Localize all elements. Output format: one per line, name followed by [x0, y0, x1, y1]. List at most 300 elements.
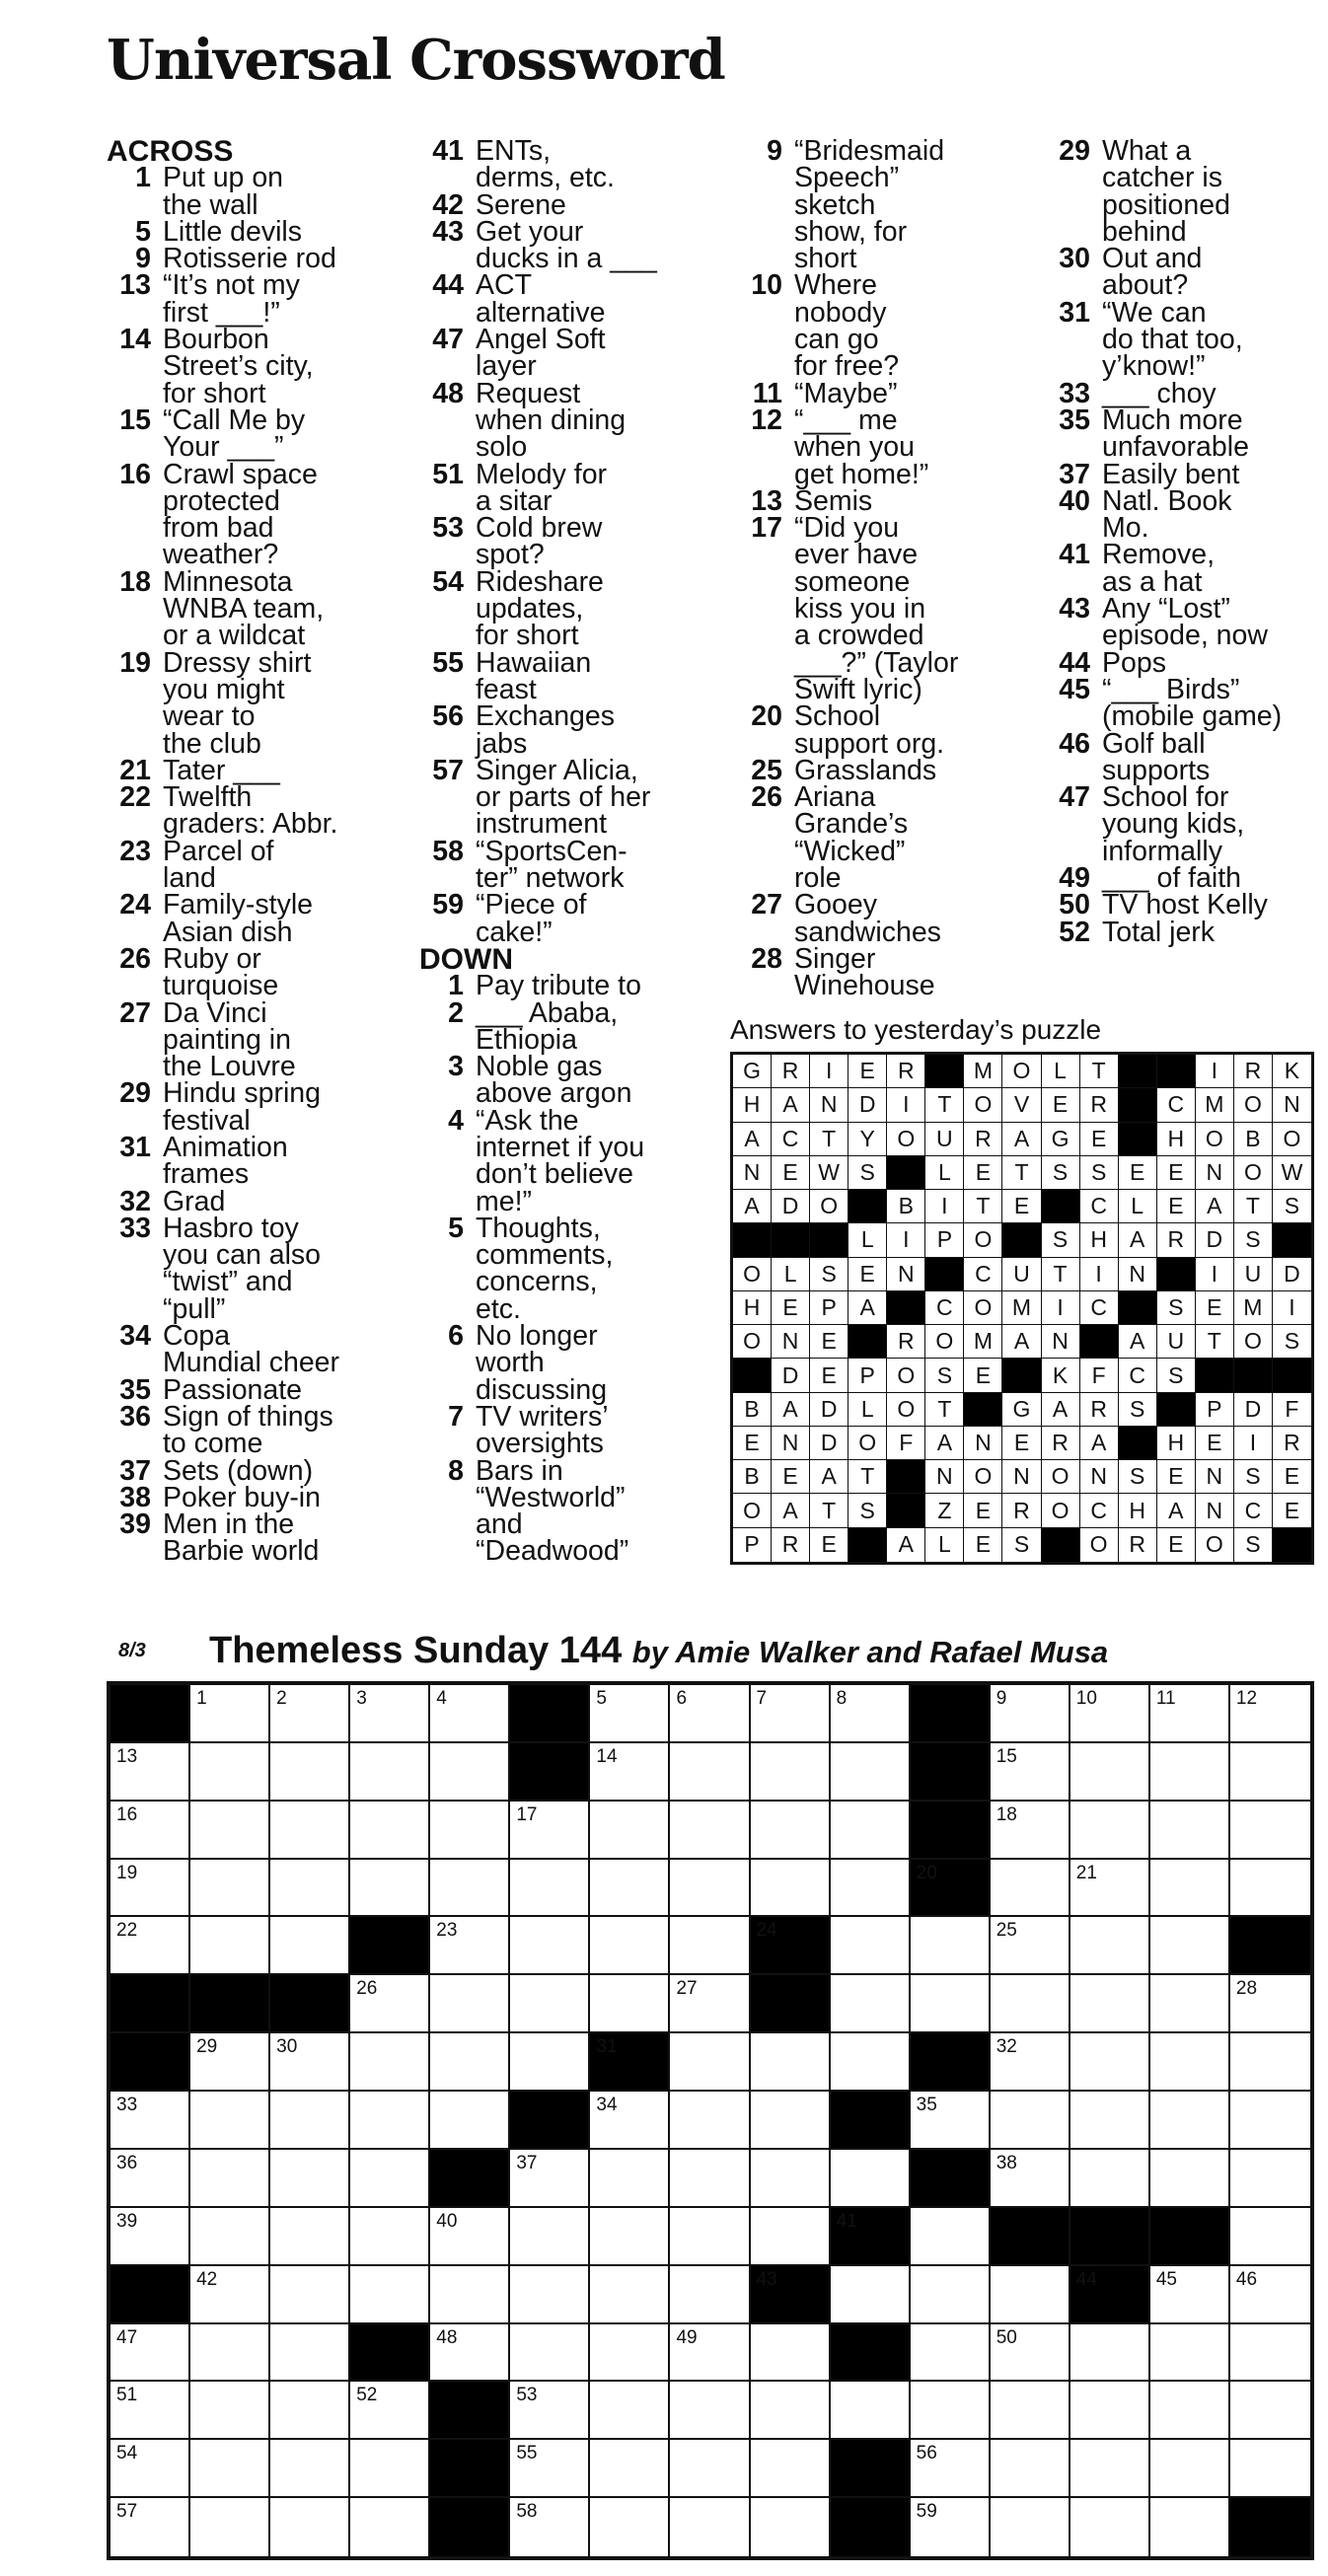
grid-cell[interactable] — [430, 1743, 510, 1802]
grid-cell[interactable] — [1150, 2266, 1230, 2324]
clue-item — [1046, 673, 1328, 733]
grid-cell[interactable] — [111, 2150, 190, 2208]
answer-cell: I — [1042, 1291, 1080, 1325]
grid-cell[interactable] — [190, 1802, 270, 1860]
grid-cell[interactable] — [751, 1743, 831, 1802]
grid-cell[interactable] — [111, 2498, 190, 2556]
clue-line: solo — [476, 431, 528, 464]
grid-cell[interactable] — [1070, 1685, 1150, 1743]
grid-cell[interactable] — [831, 1685, 911, 1743]
grid-cell[interactable] — [1150, 1802, 1230, 1860]
grid-cell[interactable] — [510, 2382, 590, 2440]
grid-cell[interactable] — [270, 2324, 350, 2383]
clue-text — [1090, 135, 1230, 248]
grid-cell[interactable] — [590, 2092, 670, 2150]
clue-text — [151, 889, 314, 948]
grid-cell[interactable] — [991, 1975, 1070, 2033]
grid-cell[interactable] — [430, 1917, 510, 1975]
grid-cell[interactable] — [590, 2498, 670, 2556]
grid-cell[interactable] — [190, 2266, 270, 2324]
clue-item — [1046, 135, 1328, 248]
grid-cell[interactable] — [751, 2092, 831, 2150]
clue-number: 47 — [432, 324, 464, 356]
grid-cell[interactable] — [111, 1743, 190, 1802]
clue-number: 11 — [752, 377, 782, 409]
grid-cell[interactable] — [831, 2150, 911, 2208]
clue-number: 31 — [119, 1131, 151, 1163]
grid-cell[interactable] — [430, 1860, 510, 1918]
grid-cell[interactable] — [1230, 2382, 1310, 2440]
grid-cell[interactable] — [911, 1975, 991, 2033]
grid-block-cell — [1230, 2498, 1310, 2556]
grid-cell[interactable] — [270, 1802, 350, 1860]
clue-item — [419, 1454, 715, 1568]
grid-cell[interactable] — [1230, 2266, 1310, 2324]
clue-item — [419, 889, 715, 948]
grid-cell[interactable] — [190, 2498, 270, 2556]
grid-cell[interactable] — [1150, 2324, 1230, 2383]
clue-text — [464, 700, 616, 760]
clue-line: Grande’s — [794, 808, 909, 841]
clue-item — [1046, 404, 1328, 464]
grid-cell[interactable] — [190, 1743, 270, 1802]
grid-cell[interactable] — [510, 2324, 590, 2383]
clue-number: 37 — [119, 1454, 151, 1487]
grid-cell[interactable] — [590, 1975, 670, 2033]
answer-cell: O — [1002, 1055, 1041, 1088]
grid-cell[interactable] — [190, 1860, 270, 1918]
grid-cell[interactable] — [831, 2266, 911, 2324]
grid-cell[interactable] — [270, 2266, 350, 2324]
clue-line: for short — [476, 620, 579, 652]
clue-item — [419, 835, 715, 895]
answer-cell: R — [1080, 1088, 1119, 1122]
answer-block-cell — [1157, 1393, 1196, 1427]
grid-cell[interactable] — [190, 2092, 270, 2150]
answer-cell: E — [964, 1494, 1002, 1527]
grid-cell[interactable] — [590, 2208, 670, 2266]
grid-cell[interactable] — [190, 1685, 270, 1743]
clue-text — [151, 269, 300, 329]
grid-cell[interactable] — [350, 1685, 430, 1743]
grid-cell[interactable] — [510, 2266, 590, 2324]
answer-cell: N — [925, 1460, 964, 1494]
answer-cell: O — [887, 1393, 925, 1427]
grid-cell[interactable] — [350, 2208, 430, 2266]
grid-cell[interactable] — [1230, 2324, 1310, 2383]
grid-cell[interactable] — [350, 2440, 430, 2498]
grid-cell[interactable] — [590, 2150, 670, 2208]
grid-cell[interactable] — [270, 1685, 350, 1743]
grid-cell[interactable] — [1070, 1802, 1150, 1860]
grid-cell[interactable] — [831, 1917, 911, 1975]
grid-cell[interactable] — [1230, 2440, 1310, 2498]
clue-number: 13 — [751, 484, 782, 517]
grid-cell[interactable] — [270, 1743, 350, 1802]
grid-cell[interactable] — [670, 1685, 750, 1743]
clue-line: feast — [476, 673, 537, 705]
grid-cell[interactable] — [590, 1802, 670, 1860]
clue-number: 43 — [1059, 593, 1090, 626]
clue-text — [464, 1212, 614, 1325]
grid-cell[interactable] — [991, 1860, 1070, 1918]
cell-number: 38 — [996, 2152, 1017, 2173]
grid-cell[interactable] — [831, 2033, 911, 2092]
grid-cell[interactable] — [510, 1860, 590, 1918]
clue-line: (mobile game) — [1102, 700, 1283, 733]
grid-cell[interactable] — [1070, 1975, 1150, 2033]
grid-cell[interactable] — [270, 2033, 350, 2092]
grid-cell[interactable] — [751, 2033, 831, 2092]
answer-cell: S — [1080, 1156, 1119, 1190]
clue-number: 18 — [119, 565, 151, 598]
grid-cell[interactable] — [831, 1860, 911, 1918]
answer-block-cell — [925, 1055, 964, 1088]
grid-cell[interactable] — [1150, 2150, 1230, 2208]
clue-line: land — [163, 862, 216, 895]
answer-cell: N — [1119, 1258, 1157, 1291]
grid-cell[interactable] — [430, 2033, 510, 2092]
grid-cell[interactable] — [991, 1685, 1070, 1743]
grid-cell[interactable] — [270, 1917, 350, 1975]
grid-cell[interactable] — [991, 1743, 1070, 1802]
grid-cell[interactable] — [430, 2266, 510, 2324]
grid-cell[interactable] — [831, 2382, 911, 2440]
grid-cell[interactable] — [510, 2033, 590, 2092]
grid-cell[interactable] — [111, 2324, 190, 2383]
answer-cell: L — [848, 1223, 887, 1257]
grid-cell[interactable] — [831, 1975, 911, 2033]
grid-cell[interactable] — [1150, 1685, 1230, 1743]
grid-cell[interactable] — [991, 1917, 1070, 1975]
grid-cell[interactable] — [911, 2498, 991, 2556]
grid-cell[interactable] — [270, 2382, 350, 2440]
grid-cell[interactable] — [430, 1802, 510, 1860]
grid-cell[interactable] — [751, 2382, 831, 2440]
grid-cell[interactable] — [670, 1743, 750, 1802]
grid-cell[interactable] — [430, 1685, 510, 1743]
grid-cell[interactable] — [991, 2440, 1070, 2498]
clue-line: instrument — [476, 808, 608, 841]
grid-cell[interactable] — [670, 1802, 750, 1860]
answer-cell: G — [1002, 1393, 1041, 1427]
clue-line: Grad — [163, 1185, 226, 1217]
grid-cell[interactable] — [991, 2092, 1070, 2150]
clue-line: Angel Soft — [476, 324, 606, 356]
cell-number: 13 — [116, 1745, 138, 1767]
grid-cell[interactable] — [911, 2208, 991, 2266]
grid-cell[interactable] — [751, 2440, 831, 2498]
grid-cell[interactable] — [590, 2266, 670, 2324]
grid-cell[interactable] — [911, 2440, 991, 2498]
clue-line: painting in — [163, 1023, 291, 1056]
grid-cell[interactable] — [751, 1802, 831, 1860]
grid-cell[interactable] — [590, 1917, 670, 1975]
grid-block-cell — [831, 2498, 911, 2556]
grid-cell[interactable] — [430, 2324, 510, 2383]
grid-cell[interactable] — [1070, 2498, 1150, 2556]
grid-cell[interactable] — [270, 2440, 350, 2498]
grid-cell[interactable] — [1070, 2150, 1150, 2208]
answer-cell: T — [1080, 1055, 1119, 1088]
clue-item — [419, 996, 715, 1056]
grid-cell[interactable] — [1230, 2092, 1310, 2150]
grid-cell[interactable] — [270, 2150, 350, 2208]
grid-cell[interactable] — [1150, 2382, 1230, 2440]
grid-cell[interactable] — [831, 1743, 911, 1802]
grid-cell[interactable] — [1230, 1743, 1310, 1802]
grid-cell[interactable] — [751, 2324, 831, 2383]
answer-cell: M — [1196, 1088, 1234, 1122]
clue-line: Easily bent — [1102, 458, 1240, 490]
clue-text — [151, 942, 279, 1002]
grid-cell[interactable] — [1070, 2440, 1150, 2498]
grid-cell[interactable] — [911, 2266, 991, 2324]
grid-cell[interactable] — [1070, 1743, 1150, 1802]
clue-number: 49 — [1059, 862, 1090, 895]
answer-cell: A — [887, 1528, 925, 1562]
clue-line: TV host Kelly — [1102, 889, 1268, 921]
answer-cell: O — [1196, 1123, 1234, 1156]
grid-cell[interactable] — [590, 2382, 670, 2440]
answer-cell: N — [1080, 1460, 1119, 1494]
grid-cell[interactable] — [510, 2150, 590, 2208]
grid-cell[interactable] — [190, 1917, 270, 1975]
grid-cell[interactable] — [670, 2033, 750, 2092]
answer-cell: N — [772, 1325, 810, 1359]
clue-line: Semis — [794, 484, 873, 517]
answer-cell: A — [1002, 1123, 1041, 1156]
grid-cell[interactable] — [751, 2208, 831, 2266]
answer-cell: I — [1196, 1055, 1234, 1088]
grid-cell[interactable] — [1230, 1802, 1310, 1860]
answer-cell: M — [1234, 1291, 1273, 1325]
grid-cell[interactable] — [350, 1802, 430, 1860]
clue-line: Street’s city, — [163, 350, 314, 383]
grid-cell[interactable] — [670, 2324, 750, 2383]
grid-cell[interactable] — [190, 2033, 270, 2092]
clue-number: 41 — [432, 135, 464, 167]
grid-cell[interactable] — [190, 2324, 270, 2383]
clue-line: Noble gas — [476, 1051, 603, 1083]
grid-cell[interactable] — [1150, 2033, 1230, 2092]
grid-block-cell — [911, 1802, 991, 1860]
answer-cell: O — [1042, 1494, 1080, 1527]
grid-cell[interactable] — [1150, 2440, 1230, 2498]
grid-cell[interactable] — [1150, 2092, 1230, 2150]
clue-text — [1090, 539, 1216, 598]
clue-item — [1046, 593, 1328, 652]
grid-cell[interactable] — [1150, 2498, 1230, 2556]
grid-cell[interactable] — [190, 2150, 270, 2208]
grid-cell[interactable] — [510, 1975, 590, 2033]
grid-cell[interactable] — [1070, 2324, 1150, 2383]
cell-number: 54 — [116, 2443, 138, 2465]
answer-cell: R — [1080, 1393, 1119, 1427]
grid-cell[interactable] — [991, 2150, 1070, 2208]
clue-line: above argon — [476, 1077, 632, 1110]
grid-cell[interactable] — [1230, 1860, 1310, 1918]
clue-line: “___ me — [794, 404, 898, 436]
grid-cell[interactable] — [111, 1860, 190, 1918]
answer-cell: S — [1234, 1223, 1273, 1257]
grid-cell[interactable] — [510, 2440, 590, 2498]
grid-cell[interactable] — [1230, 2208, 1310, 2266]
grid-cell[interactable] — [670, 2440, 750, 2498]
answer-cell: E — [1196, 1291, 1234, 1325]
grid-cell[interactable] — [1070, 1860, 1150, 1918]
answer-cell: O — [964, 1223, 1002, 1257]
clue-line: positioned — [1102, 188, 1230, 221]
grid-cell[interactable] — [1070, 2033, 1150, 2092]
clue-item — [419, 1051, 715, 1110]
grid-cell[interactable] — [350, 1743, 430, 1802]
cell-number: 46 — [1235, 2268, 1258, 2290]
grid-cell[interactable] — [111, 2382, 190, 2440]
grid-cell[interactable] — [1070, 2092, 1150, 2150]
grid-cell[interactable] — [1070, 2382, 1150, 2440]
grid-cell[interactable] — [270, 1860, 350, 1918]
clue-line: Remove, — [1102, 539, 1216, 571]
grid-cell[interactable] — [430, 2092, 510, 2150]
grid-cell[interactable] — [1230, 2150, 1310, 2208]
answer-cell: S — [848, 1156, 887, 1190]
grid-cell[interactable] — [670, 2092, 750, 2150]
grid-cell[interactable] — [911, 1917, 991, 1975]
grid-cell[interactable] — [590, 2324, 670, 2383]
clue-line: Out and — [1102, 243, 1203, 275]
clue-number: 54 — [432, 565, 464, 598]
grid-cell[interactable] — [270, 2208, 350, 2266]
clue-text — [1090, 243, 1203, 302]
answer-block-cell — [1080, 1325, 1119, 1359]
grid-cell[interactable] — [430, 2208, 510, 2266]
grid-cell[interactable] — [510, 2498, 590, 2556]
grid-cell[interactable] — [1150, 1743, 1230, 1802]
grid-cell[interactable] — [1230, 2033, 1310, 2092]
clue-line: alternative — [476, 296, 606, 329]
grid-cell[interactable] — [270, 2498, 350, 2556]
grid-cell[interactable] — [911, 2092, 991, 2150]
grid-cell[interactable] — [270, 2092, 350, 2150]
clue-number: 29 — [1059, 135, 1090, 167]
grid-cell[interactable] — [350, 1860, 430, 1918]
clue-line: graders: Abbr. — [163, 808, 338, 841]
clue-item — [419, 565, 715, 652]
answer-cell: I — [810, 1055, 848, 1088]
grid-cell[interactable] — [991, 2266, 1070, 2324]
grid-cell[interactable] — [590, 1743, 670, 1802]
grid-cell[interactable] — [751, 2150, 831, 2208]
cell-number: 59 — [916, 2501, 937, 2523]
grid-cell[interactable] — [190, 2382, 270, 2440]
grid-cell[interactable] — [111, 2208, 190, 2266]
grid-block-cell — [1070, 2266, 1150, 2324]
grid-cell[interactable] — [670, 2208, 750, 2266]
grid-cell[interactable] — [1150, 1975, 1230, 2033]
grid-cell[interactable] — [911, 2382, 991, 2440]
grid-cell[interactable] — [670, 2150, 750, 2208]
grid-cell[interactable] — [991, 2382, 1070, 2440]
grid-cell[interactable] — [1150, 1917, 1230, 1975]
grid-block-cell — [111, 2033, 190, 2092]
answer-cell: I — [887, 1088, 925, 1122]
grid-cell[interactable] — [350, 2382, 430, 2440]
grid-cell[interactable] — [751, 1685, 831, 1743]
grid-cell[interactable] — [350, 2092, 430, 2150]
grid-cell[interactable] — [350, 1975, 430, 2033]
grid-cell[interactable] — [510, 2208, 590, 2266]
clue-line: a crowded — [794, 620, 924, 652]
grid-cell[interactable] — [1230, 1685, 1310, 1743]
answer-cell: E — [810, 1325, 848, 1359]
grid-cell[interactable] — [350, 2150, 430, 2208]
grid-cell[interactable] — [350, 2266, 430, 2324]
grid-cell[interactable] — [190, 2208, 270, 2266]
clue-line: ___ Ababa, — [476, 996, 619, 1029]
grid-cell[interactable] — [991, 2033, 1070, 2092]
grid-cell[interactable] — [911, 2324, 991, 2383]
grid-cell[interactable] — [670, 1975, 750, 2033]
cell-number: 10 — [1075, 1688, 1097, 1709]
grid-cell[interactable] — [590, 1860, 670, 1918]
grid-cell[interactable] — [670, 1917, 750, 1975]
grid-cell[interactable] — [350, 2033, 430, 2092]
grid-cell[interactable] — [111, 1802, 190, 1860]
grid-cell[interactable] — [831, 1802, 911, 1860]
grid-cell[interactable] — [751, 2498, 831, 2556]
grid-cell[interactable] — [111, 2440, 190, 2498]
grid-cell[interactable] — [670, 2382, 750, 2440]
grid-cell[interactable] — [430, 1975, 510, 2033]
grid-cell[interactable] — [590, 2440, 670, 2498]
clue-text — [151, 215, 302, 248]
answer-cell: Y — [848, 1123, 887, 1156]
answer-cell: A — [1080, 1427, 1119, 1460]
clue-line: “We can — [1102, 296, 1207, 329]
grid-cell[interactable] — [350, 2498, 430, 2556]
grid-cell[interactable] — [1150, 1860, 1230, 1918]
grid-cell[interactable] — [510, 1802, 590, 1860]
clue-line: Sets (down) — [163, 1454, 314, 1487]
grid-cell[interactable] — [670, 1860, 750, 1918]
answer-block-cell — [1273, 1359, 1311, 1392]
answer-cell: N — [887, 1258, 925, 1291]
grid-cell[interactable] — [1070, 1917, 1150, 1975]
clue-number: 23 — [119, 835, 151, 867]
grid-cell[interactable] — [991, 2498, 1070, 2556]
cell-number: 33 — [116, 2095, 138, 2116]
grid-cell[interactable] — [991, 2324, 1070, 2383]
clue-number: 5 — [135, 215, 151, 248]
grid-cell[interactable] — [190, 2440, 270, 2498]
answer-block-cell — [1119, 1088, 1157, 1122]
grid-cell[interactable] — [510, 1917, 590, 1975]
grid-block-cell — [1230, 1917, 1310, 1975]
grid-cell[interactable] — [670, 2266, 750, 2324]
grid-cell[interactable] — [111, 2092, 190, 2150]
grid-cell[interactable] — [751, 1860, 831, 1918]
cell-number: 7 — [756, 1688, 768, 1709]
clue-line: Men in the — [163, 1509, 295, 1541]
grid-cell[interactable] — [111, 1917, 190, 1975]
clue-item — [1046, 484, 1328, 545]
clue-line: sketch — [794, 188, 876, 221]
grid-cell[interactable] — [1230, 1975, 1310, 2033]
grid-cell[interactable] — [991, 1802, 1070, 1860]
grid-cell[interactable] — [670, 2498, 750, 2556]
grid-cell[interactable] — [590, 1685, 670, 1743]
